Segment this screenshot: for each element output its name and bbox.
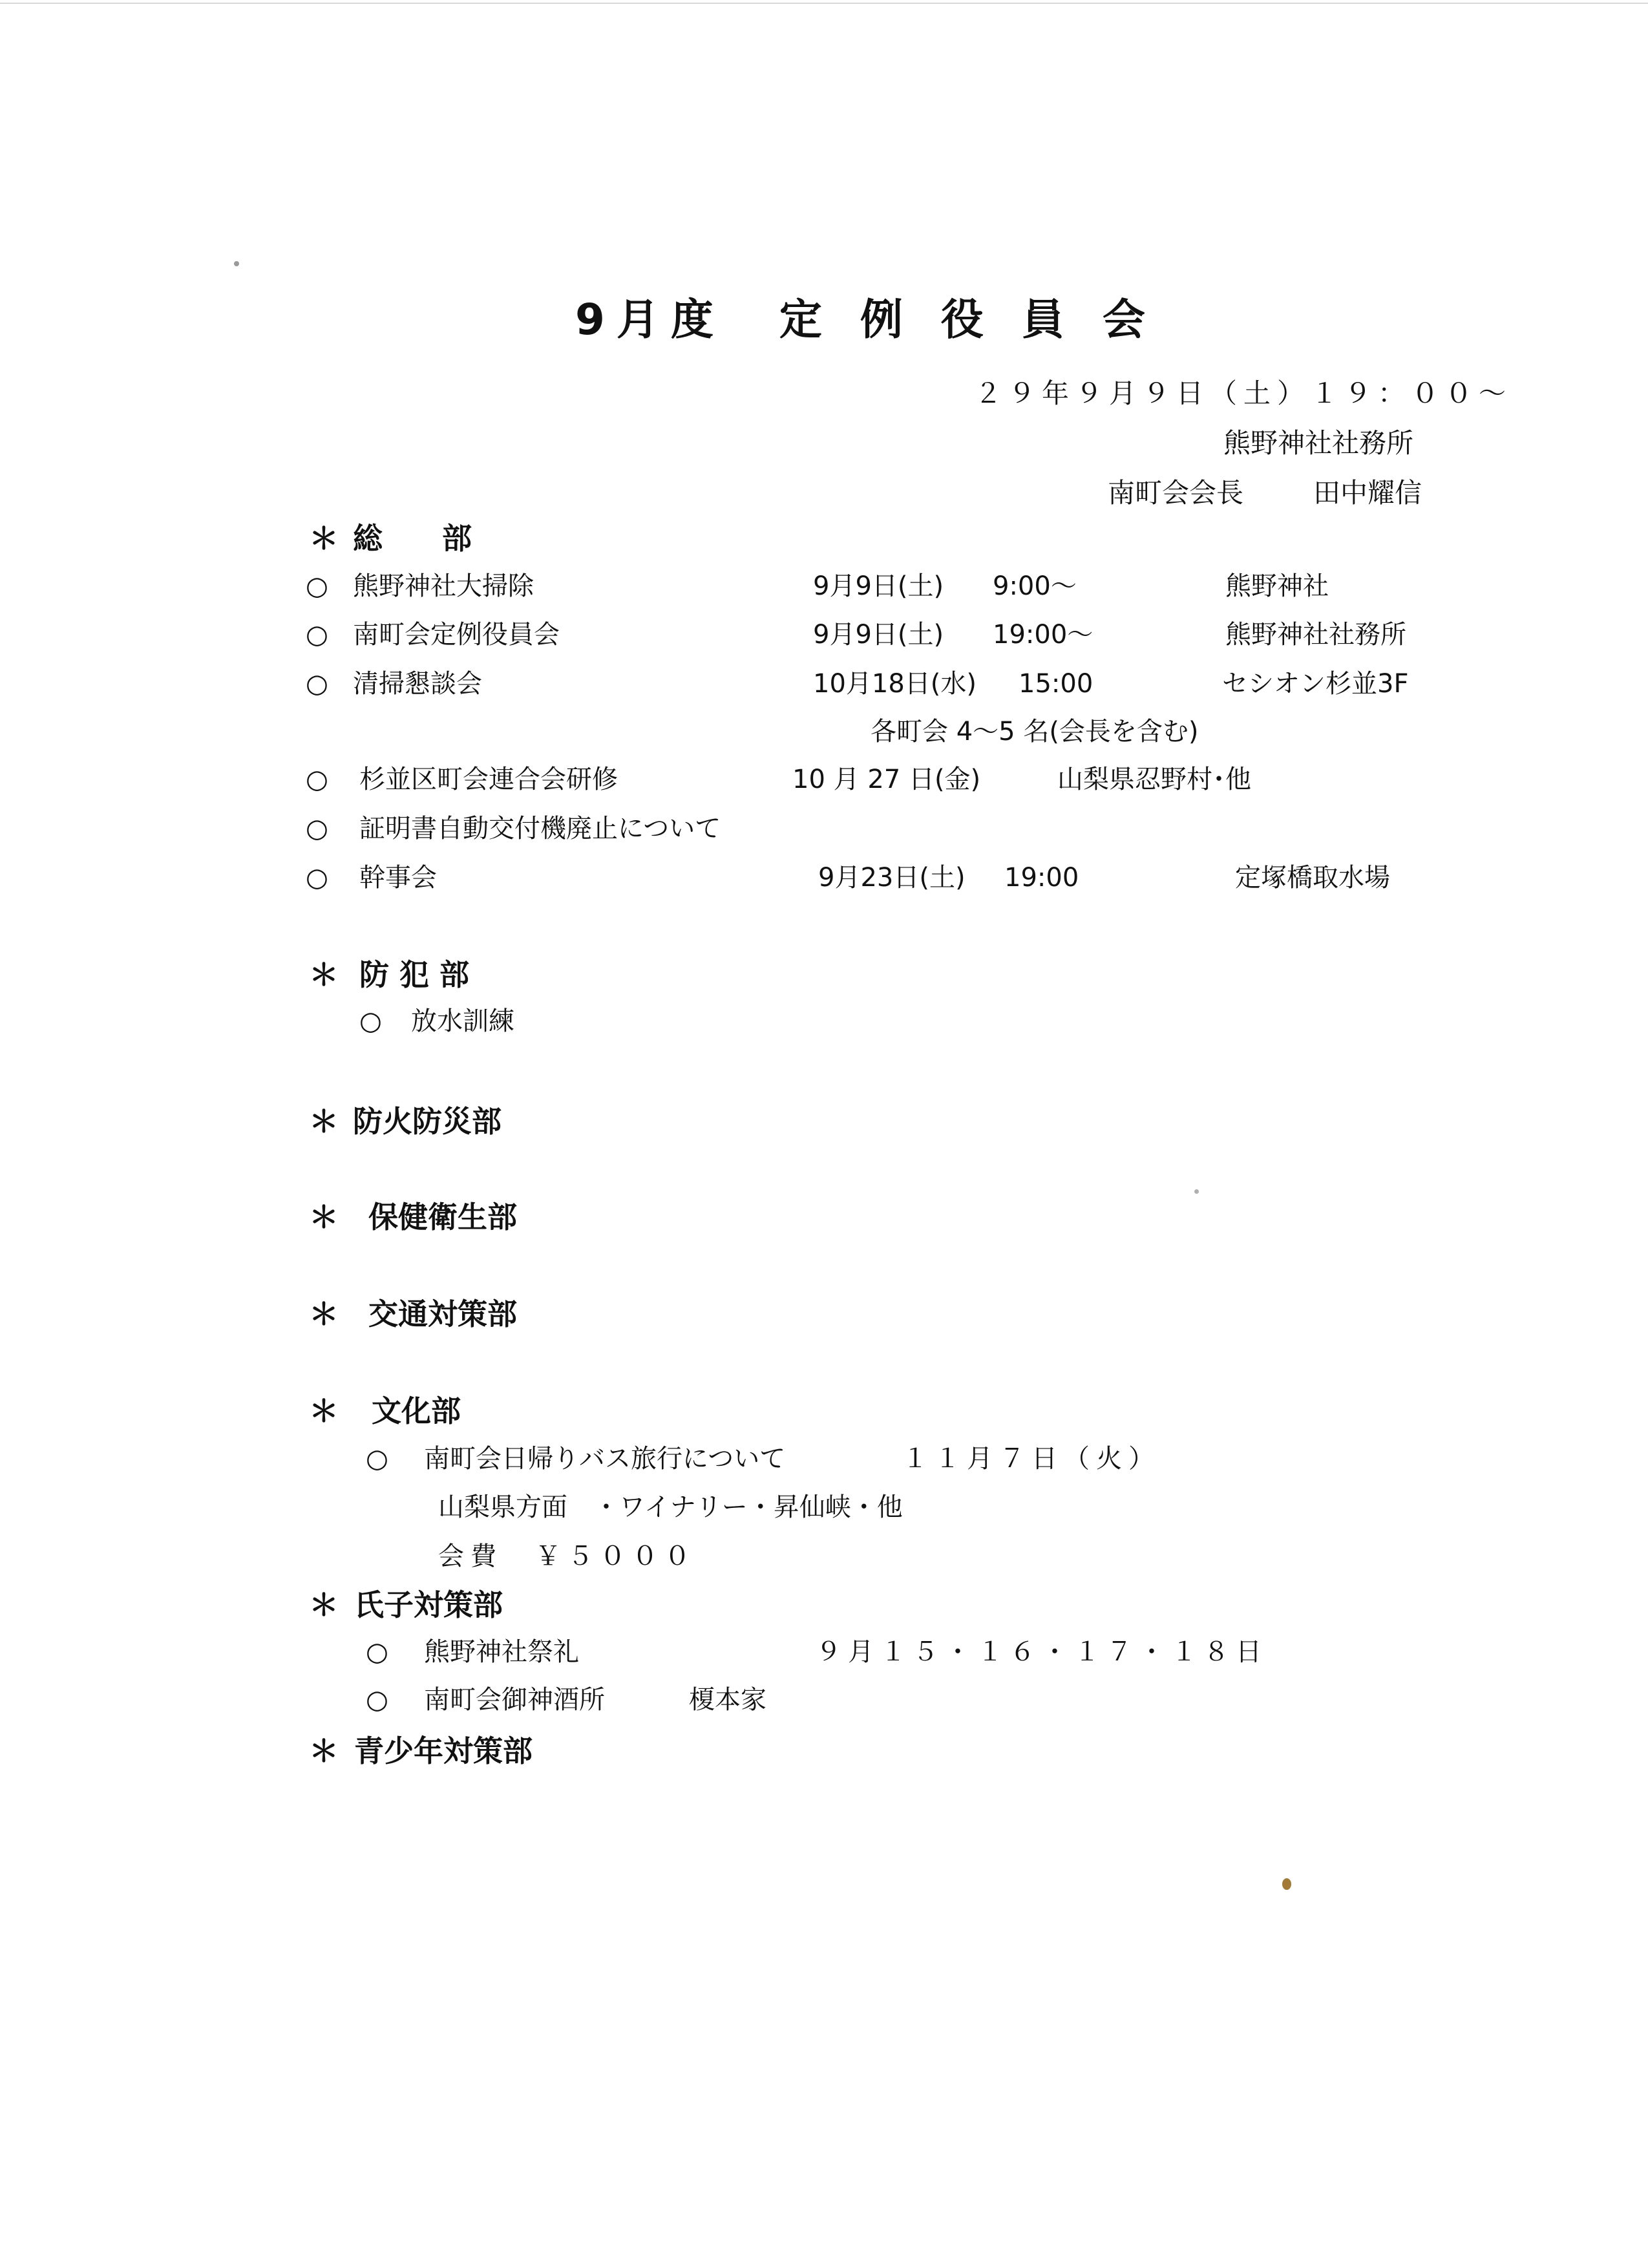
item-time: 19:00	[1004, 863, 1079, 893]
asterisk-mark: ＊	[309, 521, 339, 556]
item-fee: 会費 ￥５０００	[438, 1542, 697, 1571]
section-heading-youth: 青少年対策部	[354, 1733, 533, 1768]
bullet-circle: ○	[306, 863, 328, 893]
item-date: ９月１５・１６・１７・１８日	[816, 1637, 1268, 1667]
scan-speck	[1282, 1878, 1291, 1890]
item-time: 9:00～	[993, 571, 1077, 601]
asterisk-mark: ＊	[309, 1200, 339, 1235]
bullet-circle: ○	[306, 814, 328, 843]
item-date: 9月23日(土)	[818, 863, 966, 893]
scan-edge-line	[0, 3, 1648, 4]
item-name: 放水訓練	[411, 1006, 514, 1036]
meeting-venue: 熊野神社社務所	[1223, 427, 1414, 459]
meeting-datetime: ２９年９月９日（土）１９：００～	[975, 377, 1513, 409]
item-place: 榎本家	[689, 1685, 766, 1715]
item-name: 熊野神社祭礼	[424, 1637, 579, 1667]
item-name: 南町会日帰りバス旅行について	[424, 1444, 786, 1474]
bullet-circle: ○	[306, 620, 328, 650]
item-place: 山梨県忍野村･他	[1057, 765, 1251, 794]
chair-name: 田中耀信	[1313, 477, 1422, 509]
section-heading-crime: 防 犯 部	[359, 957, 470, 992]
item-place: 定塚橋取水場	[1235, 863, 1390, 893]
item-name: 南町会御神酒所	[424, 1685, 605, 1715]
bullet-circle: ○	[366, 1444, 388, 1474]
item-name: 証明書自動交付機廃止について	[359, 814, 721, 843]
item-time: 19:00～	[993, 620, 1093, 650]
section-heading-health: 保健衛生部	[368, 1200, 517, 1235]
bullet-circle: ○	[306, 571, 328, 601]
scan-speck	[234, 261, 239, 266]
item-date: 9月9日(土)	[813, 571, 944, 601]
bullet-circle: ○	[306, 669, 328, 699]
item-name: 清掃懇談会	[353, 669, 482, 699]
asterisk-mark: ＊	[309, 1587, 339, 1622]
section-heading-traffic: 交通対策部	[368, 1297, 517, 1331]
item-date: 10月18日(水)	[813, 669, 977, 699]
item-place: 熊野神社社務所	[1225, 620, 1406, 650]
asterisk-mark: ＊	[309, 1394, 339, 1428]
item-place: セシオン杉並3F	[1222, 669, 1409, 699]
asterisk-mark: ＊	[309, 1297, 339, 1331]
item-date: 10 月 27 日(金)	[792, 765, 981, 794]
item-name: 杉並区町会連合会研修	[359, 765, 618, 794]
page-title: 9月度 定 例 役 員 会	[575, 295, 1157, 344]
item-date: １１月７日（火）	[902, 1444, 1161, 1474]
section-heading-culture: 文化部	[372, 1394, 461, 1428]
item-note: 各町会 4～5 名(会長を含む)	[871, 717, 1199, 747]
chair-role: 南町会会長	[1108, 477, 1244, 509]
section-heading-ujiko: 氏子対策部	[354, 1587, 503, 1622]
item-detail: 山梨県方面 ・ワイナリー・昇仙峡・他	[438, 1492, 903, 1522]
item-name: 幹事会	[359, 863, 437, 893]
bullet-circle: ○	[366, 1685, 388, 1715]
bullet-circle: ○	[366, 1637, 388, 1667]
scan-speck	[1194, 1189, 1199, 1194]
section-heading-fire: 防火防災部	[353, 1104, 502, 1139]
section-heading-general: 総 部	[353, 521, 472, 556]
asterisk-mark: ＊	[309, 957, 339, 992]
item-place: 熊野神社	[1225, 571, 1329, 601]
asterisk-mark: ＊	[309, 1104, 339, 1139]
item-name: 南町会定例役員会	[353, 620, 560, 650]
bullet-circle: ○	[359, 1006, 382, 1036]
item-time: 15:00	[1019, 669, 1093, 699]
item-date: 9月9日(土)	[813, 620, 944, 650]
asterisk-mark: ＊	[309, 1733, 339, 1768]
bullet-circle: ○	[306, 765, 328, 794]
item-name: 熊野神社大掃除	[353, 571, 534, 601]
